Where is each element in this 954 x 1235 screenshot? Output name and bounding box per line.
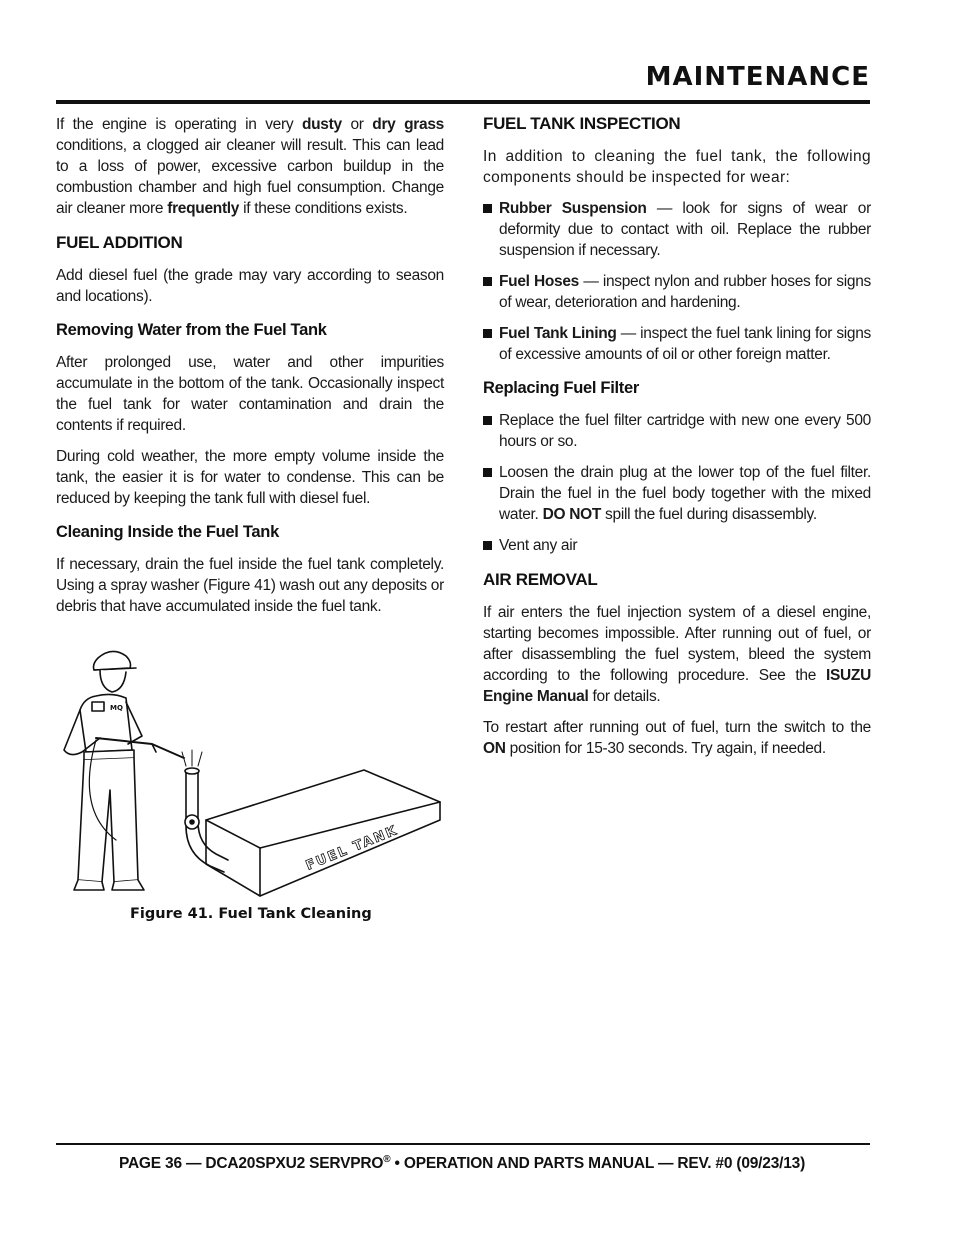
mq-logo: MQ xyxy=(110,704,123,712)
header-divider xyxy=(56,100,870,104)
bullet-square-icon xyxy=(483,541,492,550)
list-item: Fuel Tank Lining — inspect the fuel tank lining for signs of excessive amounts of oil or other foreign matter. xyxy=(483,323,871,365)
list-item: Vent any air xyxy=(483,535,871,556)
fuel-tank-cleaning-figure xyxy=(56,640,446,902)
removing-water-heading: Removing Water from the Fuel Tank xyxy=(56,321,327,339)
page-title: MAINTENANCE xyxy=(645,62,870,92)
fuel-tank-illustration xyxy=(56,640,446,902)
figure-caption: Figure 41. Fuel Tank Cleaning xyxy=(130,906,372,922)
footer-divider xyxy=(56,1143,870,1145)
cleaning-heading: Cleaning Inside the Fuel Tank xyxy=(56,523,279,541)
filter-heading: Replacing Fuel Filter xyxy=(483,379,639,397)
bullet-square-icon xyxy=(483,277,492,286)
fuel-tank-label: FUEL TANK xyxy=(303,823,401,874)
inspection-intro: In addition to cleaning the fuel tank, the following components should be inspected for wear: xyxy=(483,148,871,186)
left-column xyxy=(56,114,444,627)
cleaning-text: If necessary, drain the fuel inside the fuel tank completely. Using a spray washer (Figure 41) wash out any deposits or debris that have accumulated inside the fuel tank. xyxy=(56,556,444,615)
list-item: Fuel Hoses — inspect nylon and rubber hoses for signs of wear, deterioration and hardening. xyxy=(483,271,871,313)
removing-water-p1: After prolonged use, water and other impurities accumulate in the bottom of the tank. Occasionally inspect the fuel tank for water contamination and drain the contents if required. xyxy=(56,354,444,434)
air-removal-heading: AIR REMOVAL xyxy=(483,570,598,589)
air-removal-p2: To restart after running out of fuel, turn the switch to the ON position for 15-30 seconds. Try again, if needed. xyxy=(483,719,871,757)
intro-paragraph: If the engine is operating in very dusty or dry grass conditions, a clogged air cleaner will result. This can lead to a loss of power, excessive carbon buildup in the combustion chamber and high fuel consumption. Change air cleaner more frequently if these conditions exists. xyxy=(56,116,445,217)
bullet-square-icon xyxy=(483,329,492,338)
page-footer: PAGE 36 — DCA20SPXU2 SERVPRO® • OPERATION AND PARTS MANUAL — REV. #0 (09/23/13) xyxy=(118,1154,806,1173)
list-item: Rubber Suspension — look for signs of wear or deformity due to contact with oil. Replace the rubber suspension if necessary. xyxy=(483,198,871,261)
air-removal-p1: If air enters the fuel injection system of a diesel engine, starting becomes impossible. After running out of fuel, or after disassembling the fuel system, bleed the system according to the following procedure. See the ISUZU Engine Manual for details. xyxy=(483,604,871,705)
list-item: Replace the fuel filter cartridge with new one every 500 hours or so. xyxy=(483,410,871,452)
bullet-square-icon xyxy=(483,468,492,477)
inspection-heading: FUEL TANK INSPECTION xyxy=(483,114,681,133)
right-column xyxy=(483,114,871,769)
fuel-addition-heading: FUEL ADDITION xyxy=(56,233,183,252)
bullet-square-icon xyxy=(483,416,492,425)
removing-water-p2: During cold weather, the more empty volume inside the tank, the easier it is for water to condense. This can be reduced by keeping the tank full with diesel fuel. xyxy=(56,448,444,507)
bullet-square-icon xyxy=(483,204,492,213)
fuel-addition-text: Add diesel fuel (the grade may vary according to season and locations). xyxy=(56,267,444,305)
list-item: Loosen the drain plug at the lower top of the fuel filter. Drain the fuel in the fuel body together with the mixed water. DO NOT spill the fuel during disassembly. xyxy=(483,462,871,525)
